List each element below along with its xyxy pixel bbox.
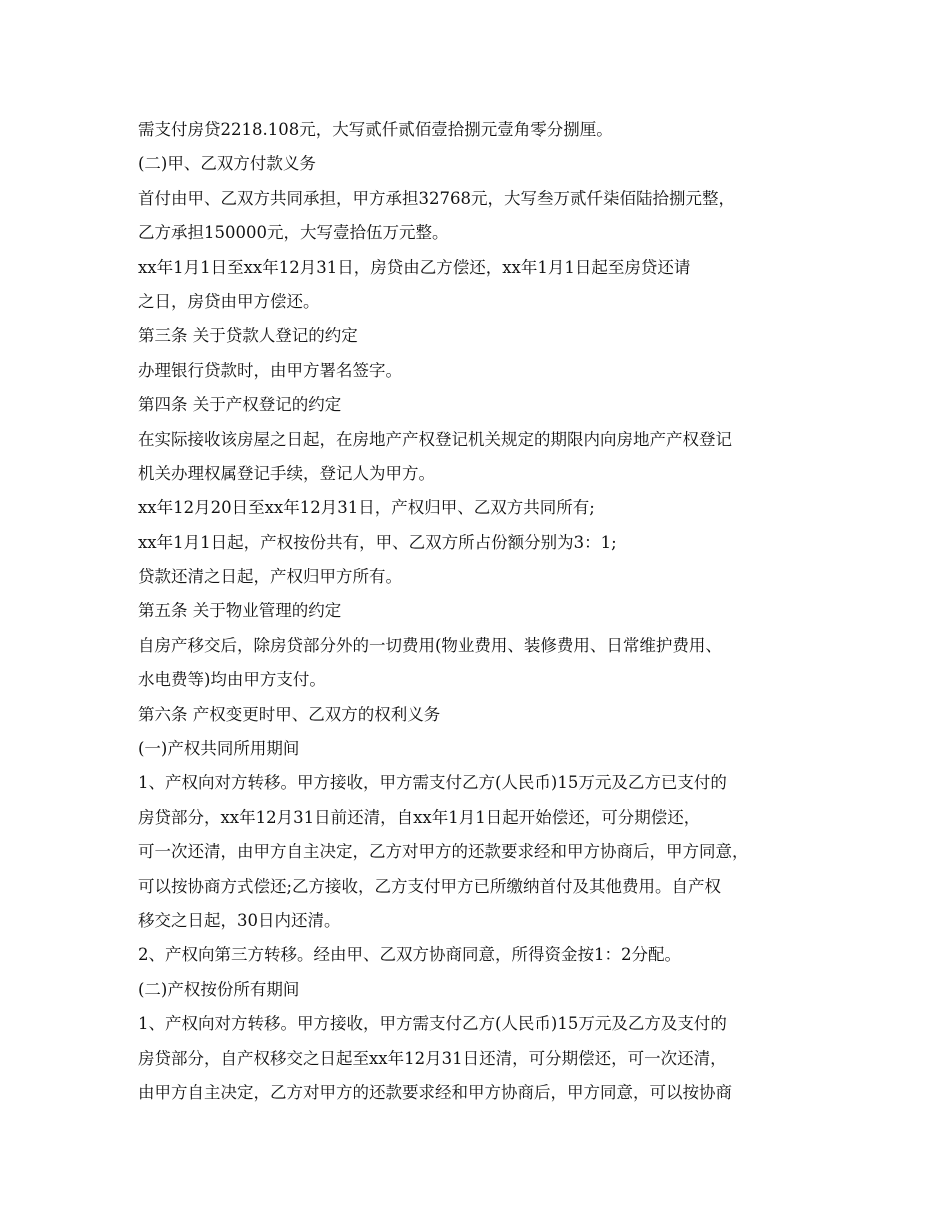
text-line: xx年1月1日起，产权按份共有，甲、乙双方所占份额分别为3：1; [138,532,617,552]
text-line: 自房产移交后，除房贷部分外的一切费用(物业费用、装修费用、日常维护费用、 [138,635,722,655]
article-heading: 第五条 关于物业管理的约定 [138,601,342,621]
text-line: 乙方承担150000元，大写壹拾伍万元整。 [138,223,449,243]
text-line: 之日，房贷由甲方偿还。 [138,291,320,311]
text-line: 房贷部分，xx年12月31日前还清，自xx年1月1日起开始偿还，可分期偿还， [138,807,701,827]
text-line: 机关办理权属登记手续，登记人为甲方。 [138,463,435,483]
text-line: 在实际接收该房屋之日起，在房地产产权登记机关规定的期限内向房地产产权登记 [138,429,732,449]
text-line: 可以按协商方式偿还;乙方接收，乙方支付甲方已所缴纳首付及其他费用。自产权 [138,876,722,896]
text-line: xx年1月1日至xx年12月31日，房贷由乙方偿还，xx年1月1日起至房贷还请 [138,257,691,277]
text-line: xx年12月20日至xx年12月31日，产权归甲、乙双方共同所有; [138,498,595,518]
article-heading: 第三条 关于贷款人登记的约定 [138,326,358,346]
section-heading: (二)产权按份所有期间 [138,979,300,999]
text-line: 可一次还清，由甲方自主决定，乙方对甲方的还款要求经和甲方协商后，甲方同意， [138,842,749,862]
article-heading: 第六条 产权变更时甲、乙双方的权利义务 [138,704,441,724]
text-line: 1、产权向对方转移。甲方接收，甲方需支付乙方(人民币)15万元及乙方已支付的 [138,773,727,793]
section-heading: (二)甲、乙双方付款义务 [138,154,316,174]
section-heading: (一)产权共同所用期间 [138,739,300,759]
document-body [138,113,828,1110]
text-line: 贷款还清之日起，产权归甲方所有。 [138,567,402,587]
text-line: 首付由甲、乙双方共同承担，甲方承担32768元，大写叁万贰仟柒佰陆拾捌元整， [138,188,735,208]
text-line: 移交之日起，30日内还清。 [138,910,341,930]
text-line: 办理银行贷款时，由甲方署名签字。 [138,360,402,380]
text-line: 1、产权向对方转移。甲方接收，甲方需支付乙方(人民币)15万元及乙方及支付的 [138,1014,727,1034]
text-line: 需支付房贷2218.108元，大写贰仟贰佰壹拾捌元壹角零分捌厘。 [138,120,613,139]
text-line: 2、产权向第三方转移。经由甲、乙双方协商同意，所得资金按1：2分配。 [138,945,681,965]
article-heading: 第四条 关于产权登记的约定 [138,395,342,415]
text-line: 水电费等)均由甲方支付。 [138,670,326,690]
text-line: 房贷部分，自产权移交之日起至xx年12月31日还清，可分期偿还，可一次还清， [138,1048,727,1068]
text-line: 由甲方自主决定，乙方对甲方的还款要求经和甲方协商后，甲方同意，可以按协商 [138,1082,732,1102]
